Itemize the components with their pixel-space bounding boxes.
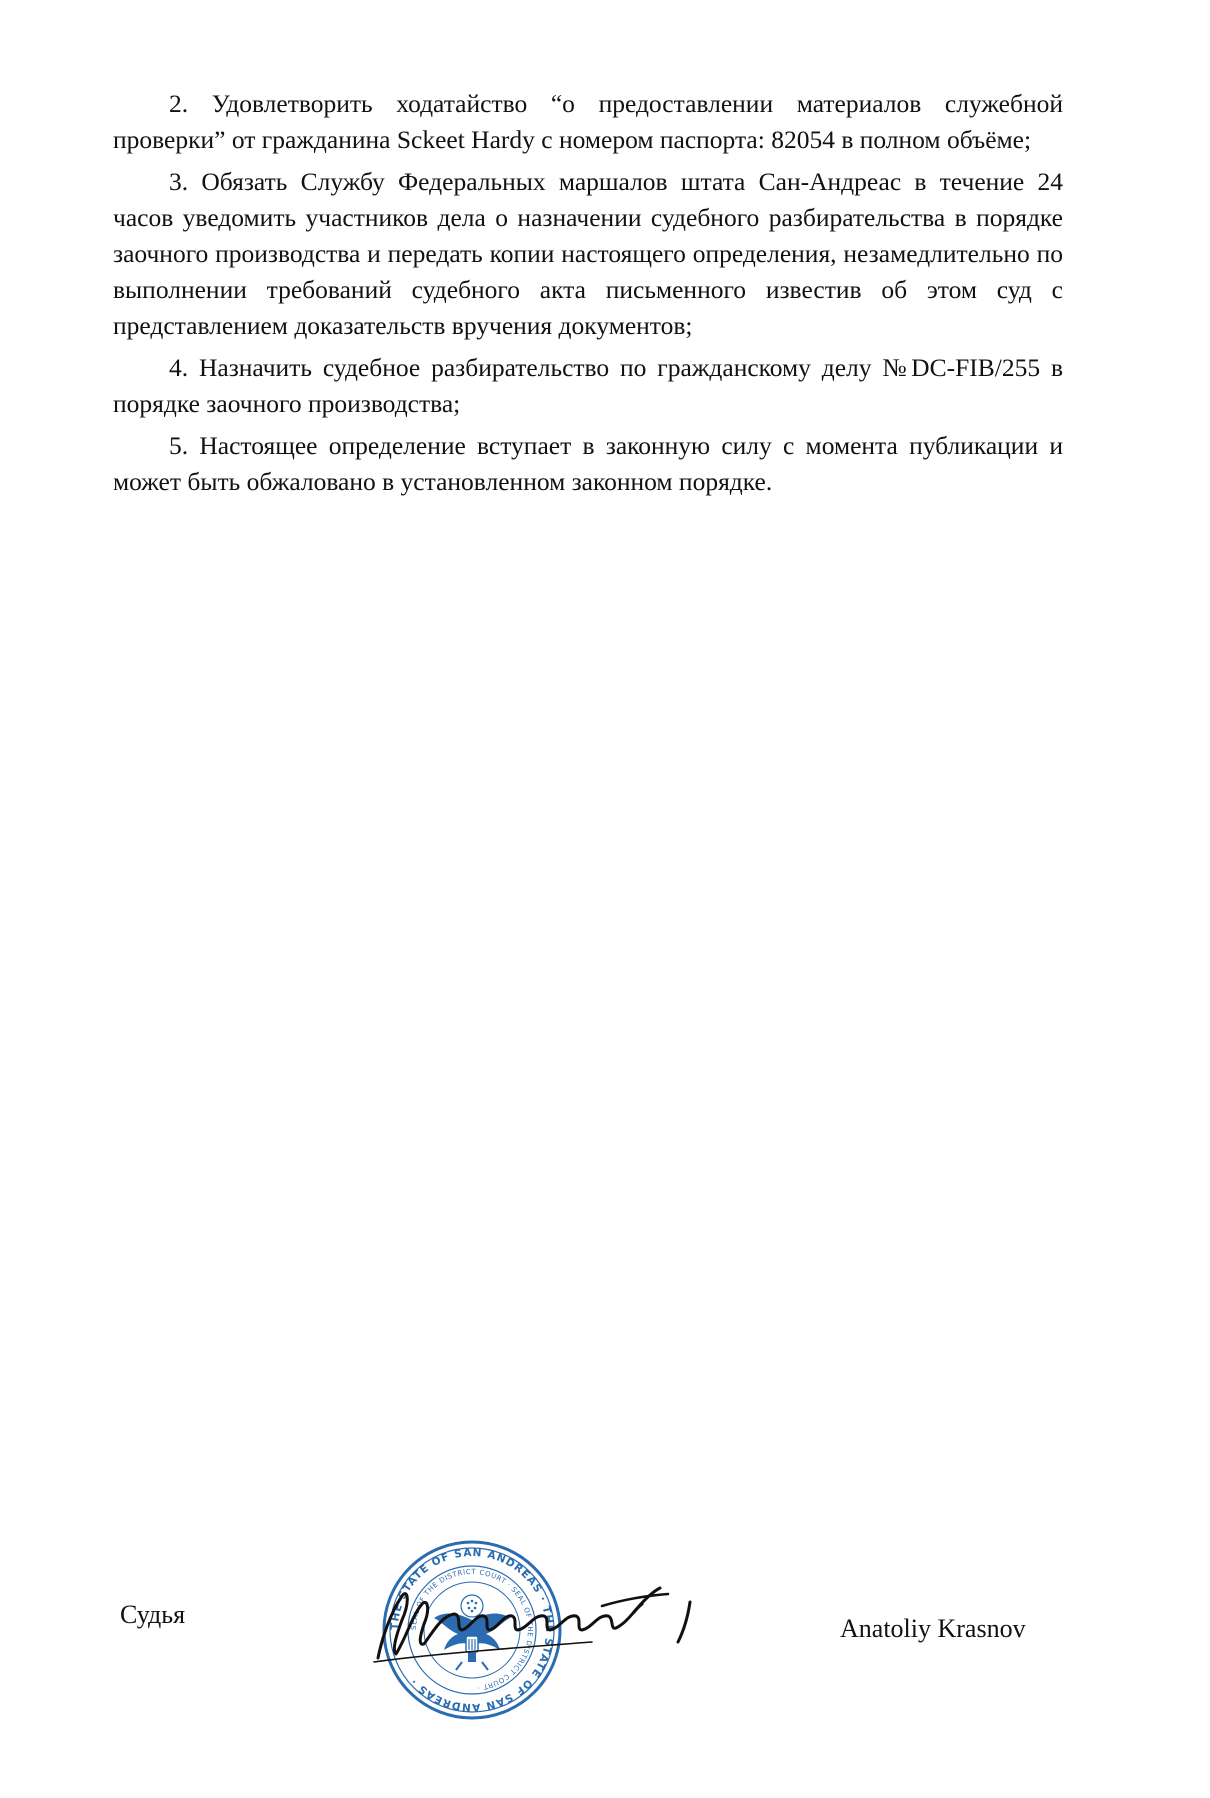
paragraph-4: 4. Назначить судебное разбирательство по гражданскому делу №DC-FIB/255 в порядке заочного производства; xyxy=(113,353,1063,418)
judge-name: Anatoliy Krasnov xyxy=(840,1614,1026,1643)
document-body xyxy=(113,86,1063,506)
paragraph-2: 2. Удовлетворить ходатайство “о предоставлении материалов служебной проверки” от гражданина Sckeet Hardy с номером паспорта: 82054 в полном объёме; xyxy=(113,89,1063,154)
paragraph-5: 5. Настоящее определение вступает в законную силу с момента публикации и может быть обжаловано в установленном законном порядке. xyxy=(113,431,1063,496)
signature-block xyxy=(0,1540,1210,1740)
judge-title: Судья xyxy=(120,1600,186,1629)
paragraph-3: 3. Обязать Службу Федеральных маршалов штата Сан-Андреас в течение 24 часов уведомить участников дела о назначении судебного разбирательства в порядке заочного производства и передать копии настоящего определения, незамедлительно по выполнении требований судебного акта письменного известив об этом суд с представлением доказательств вручения документов; xyxy=(113,167,1063,340)
seal-outer-text: THE STATE OF SAN ANDREAS · THE STATE OF SAN ANDREAS · xyxy=(388,1546,556,1714)
seal-inner-text: SEAL OF THE DISTRICT COURT · SEAL OF THE DISTRICT COURT · xyxy=(409,1567,535,1692)
handwritten-signature xyxy=(372,1558,752,1668)
